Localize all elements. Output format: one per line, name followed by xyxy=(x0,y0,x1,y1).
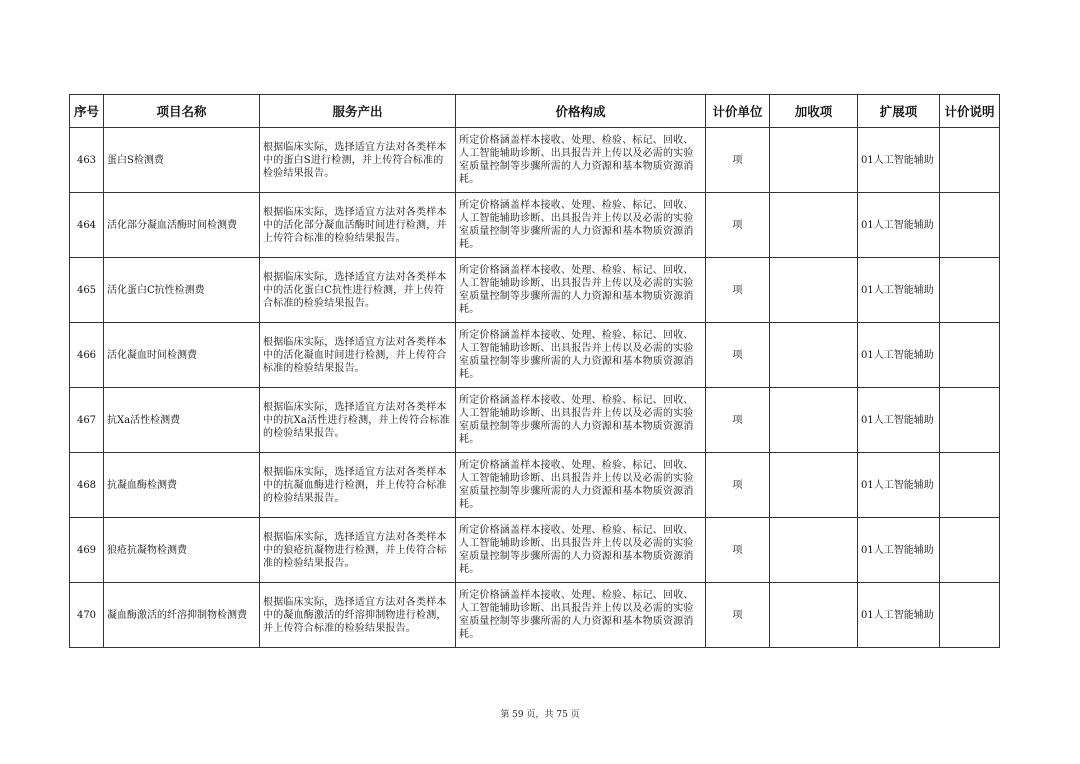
row-name: 狼疮抗凝物检测费 xyxy=(104,518,260,583)
table-row xyxy=(70,128,1000,193)
row-surcharge xyxy=(770,128,858,193)
row-price: 所定价格涵盖样本接收、处理、检验、标记、回收、人工智能辅助诊断、出具报告并上传以及必需的实验室质量控制等步骤所需的人力资源和基本物质资源消耗。 xyxy=(456,128,706,193)
row-no: 468 xyxy=(70,453,104,518)
row-note xyxy=(940,518,1000,583)
row-price: 所定价格涵盖样本接收、处理、检验、标记、回收、人工智能辅助诊断、出具报告并上传以及必需的实验室质量控制等步骤所需的人力资源和基本物质资源消耗。 xyxy=(456,388,706,453)
row-price: 所定价格涵盖样本接收、处理、检验、标记、回收、人工智能辅助诊断、出具报告并上传以及必需的实验室质量控制等步骤所需的人力资源和基本物质资源消耗。 xyxy=(456,323,706,388)
row-note xyxy=(940,453,1000,518)
row-no: 463 xyxy=(70,128,104,193)
row-unit: 项 xyxy=(706,128,770,193)
row-note xyxy=(940,388,1000,453)
row-note xyxy=(940,193,1000,258)
row-price: 所定价格涵盖样本接收、处理、检验、标记、回收、人工智能辅助诊断、出具报告并上传以及必需的实验室质量控制等步骤所需的人力资源和基本物质资源消耗。 xyxy=(456,453,706,518)
header-surcharge: 加收项 xyxy=(770,95,858,128)
row-output: 根据临床实际，选择适宜方法对各类样本中的活化凝血时间进行检测，并上传符合标准的检验结果报告。 xyxy=(260,323,456,388)
row-surcharge xyxy=(770,388,858,453)
row-output: 根据临床实际，选择适宜方法对各类样本中的抗凝血酶进行检测，并上传符合标准的检验结果报告。 xyxy=(260,453,456,518)
header-note: 计价说明 xyxy=(940,95,1000,128)
row-no: 464 xyxy=(70,193,104,258)
row-surcharge xyxy=(770,518,858,583)
row-extension: 01人工智能辅助 xyxy=(858,323,940,388)
row-output: 根据临床实际，选择适宜方法对各类样本中的凝血酶激活的纤溶抑制物进行检测，并上传符合标准的检验结果报告。 xyxy=(260,583,456,648)
price-table xyxy=(69,94,1000,648)
row-unit: 项 xyxy=(706,323,770,388)
row-note xyxy=(940,128,1000,193)
row-name: 蛋白S检测费 xyxy=(104,128,260,193)
table-row xyxy=(70,583,1000,648)
table-header-row xyxy=(70,95,1000,128)
row-unit: 项 xyxy=(706,518,770,583)
header-name: 项目名称 xyxy=(104,95,260,128)
row-no: 465 xyxy=(70,258,104,323)
header-unit: 计价单位 xyxy=(706,95,770,128)
row-output: 根据临床实际，选择适宜方法对各类样本中的狼疮抗凝物进行检测，并上传符合标准的检验结果报告。 xyxy=(260,518,456,583)
row-extension: 01人工智能辅助 xyxy=(858,388,940,453)
row-unit: 项 xyxy=(706,453,770,518)
row-price: 所定价格涵盖样本接收、处理、检验、标记、回收、人工智能辅助诊断、出具报告并上传以及必需的实验室质量控制等步骤所需的人力资源和基本物质资源消耗。 xyxy=(456,193,706,258)
table-row xyxy=(70,323,1000,388)
row-note xyxy=(940,258,1000,323)
row-extension: 01人工智能辅助 xyxy=(858,518,940,583)
row-unit: 项 xyxy=(706,258,770,323)
table-row xyxy=(70,518,1000,583)
row-extension: 01人工智能辅助 xyxy=(858,128,940,193)
row-note xyxy=(940,323,1000,388)
row-output: 根据临床实际，选择适宜方法对各类样本中的抗Xa活性进行检测，并上传符合标准的检验结果报告。 xyxy=(260,388,456,453)
row-unit: 项 xyxy=(706,193,770,258)
row-output: 根据临床实际，选择适宜方法对各类样本中的活化蛋白C抗性进行检测，并上传符合标准的检验结果报告。 xyxy=(260,258,456,323)
row-output: 根据临床实际，选择适宜方法对各类样本中的蛋白S进行检测，并上传符合标准的检验结果报告。 xyxy=(260,128,456,193)
row-price: 所定价格涵盖样本接收、处理、检验、标记、回收、人工智能辅助诊断、出具报告并上传以及必需的实验室质量控制等步骤所需的人力资源和基本物质资源消耗。 xyxy=(456,583,706,648)
price-table-container xyxy=(69,94,999,648)
table-row xyxy=(70,193,1000,258)
row-note xyxy=(940,583,1000,648)
page-number-text: 第 59 页，共 75 页 xyxy=(500,710,580,720)
row-name: 抗凝血酶检测费 xyxy=(104,453,260,518)
header-extension: 扩展项 xyxy=(858,95,940,128)
table-row xyxy=(70,453,1000,518)
row-surcharge xyxy=(770,193,858,258)
row-extension: 01人工智能辅助 xyxy=(858,193,940,258)
header-output: 服务产出 xyxy=(260,95,456,128)
header-no: 序号 xyxy=(70,95,104,128)
row-name: 活化凝血时间检测费 xyxy=(104,323,260,388)
row-extension: 01人工智能辅助 xyxy=(858,258,940,323)
row-surcharge xyxy=(770,323,858,388)
row-name: 活化部分凝血活酶时间检测费 xyxy=(104,193,260,258)
row-no: 466 xyxy=(70,323,104,388)
row-no: 467 xyxy=(70,388,104,453)
row-surcharge xyxy=(770,453,858,518)
row-output: 根据临床实际，选择适宜方法对各类样本中的活化部分凝血活酶时间进行检测，并上传符合标准的检验结果报告。 xyxy=(260,193,456,258)
header-price: 价格构成 xyxy=(456,95,706,128)
row-no: 470 xyxy=(70,583,104,648)
row-name: 凝血酶激活的纤溶抑制物检测费 xyxy=(104,583,260,648)
row-name: 活化蛋白C抗性检测费 xyxy=(104,258,260,323)
row-unit: 项 xyxy=(706,388,770,453)
row-surcharge xyxy=(770,258,858,323)
row-extension: 01人工智能辅助 xyxy=(858,583,940,648)
row-price: 所定价格涵盖样本接收、处理、检验、标记、回收、人工智能辅助诊断、出具报告并上传以及必需的实验室质量控制等步骤所需的人力资源和基本物质资源消耗。 xyxy=(456,518,706,583)
row-surcharge xyxy=(770,583,858,648)
table-row xyxy=(70,388,1000,453)
row-name: 抗Xa活性检测费 xyxy=(104,388,260,453)
row-unit: 项 xyxy=(706,583,770,648)
row-extension: 01人工智能辅助 xyxy=(858,453,940,518)
table-row xyxy=(70,258,1000,323)
row-no: 469 xyxy=(70,518,104,583)
page-footer xyxy=(0,707,1080,720)
row-price: 所定价格涵盖样本接收、处理、检验、标记、回收、人工智能辅助诊断、出具报告并上传以及必需的实验室质量控制等步骤所需的人力资源和基本物质资源消耗。 xyxy=(456,258,706,323)
